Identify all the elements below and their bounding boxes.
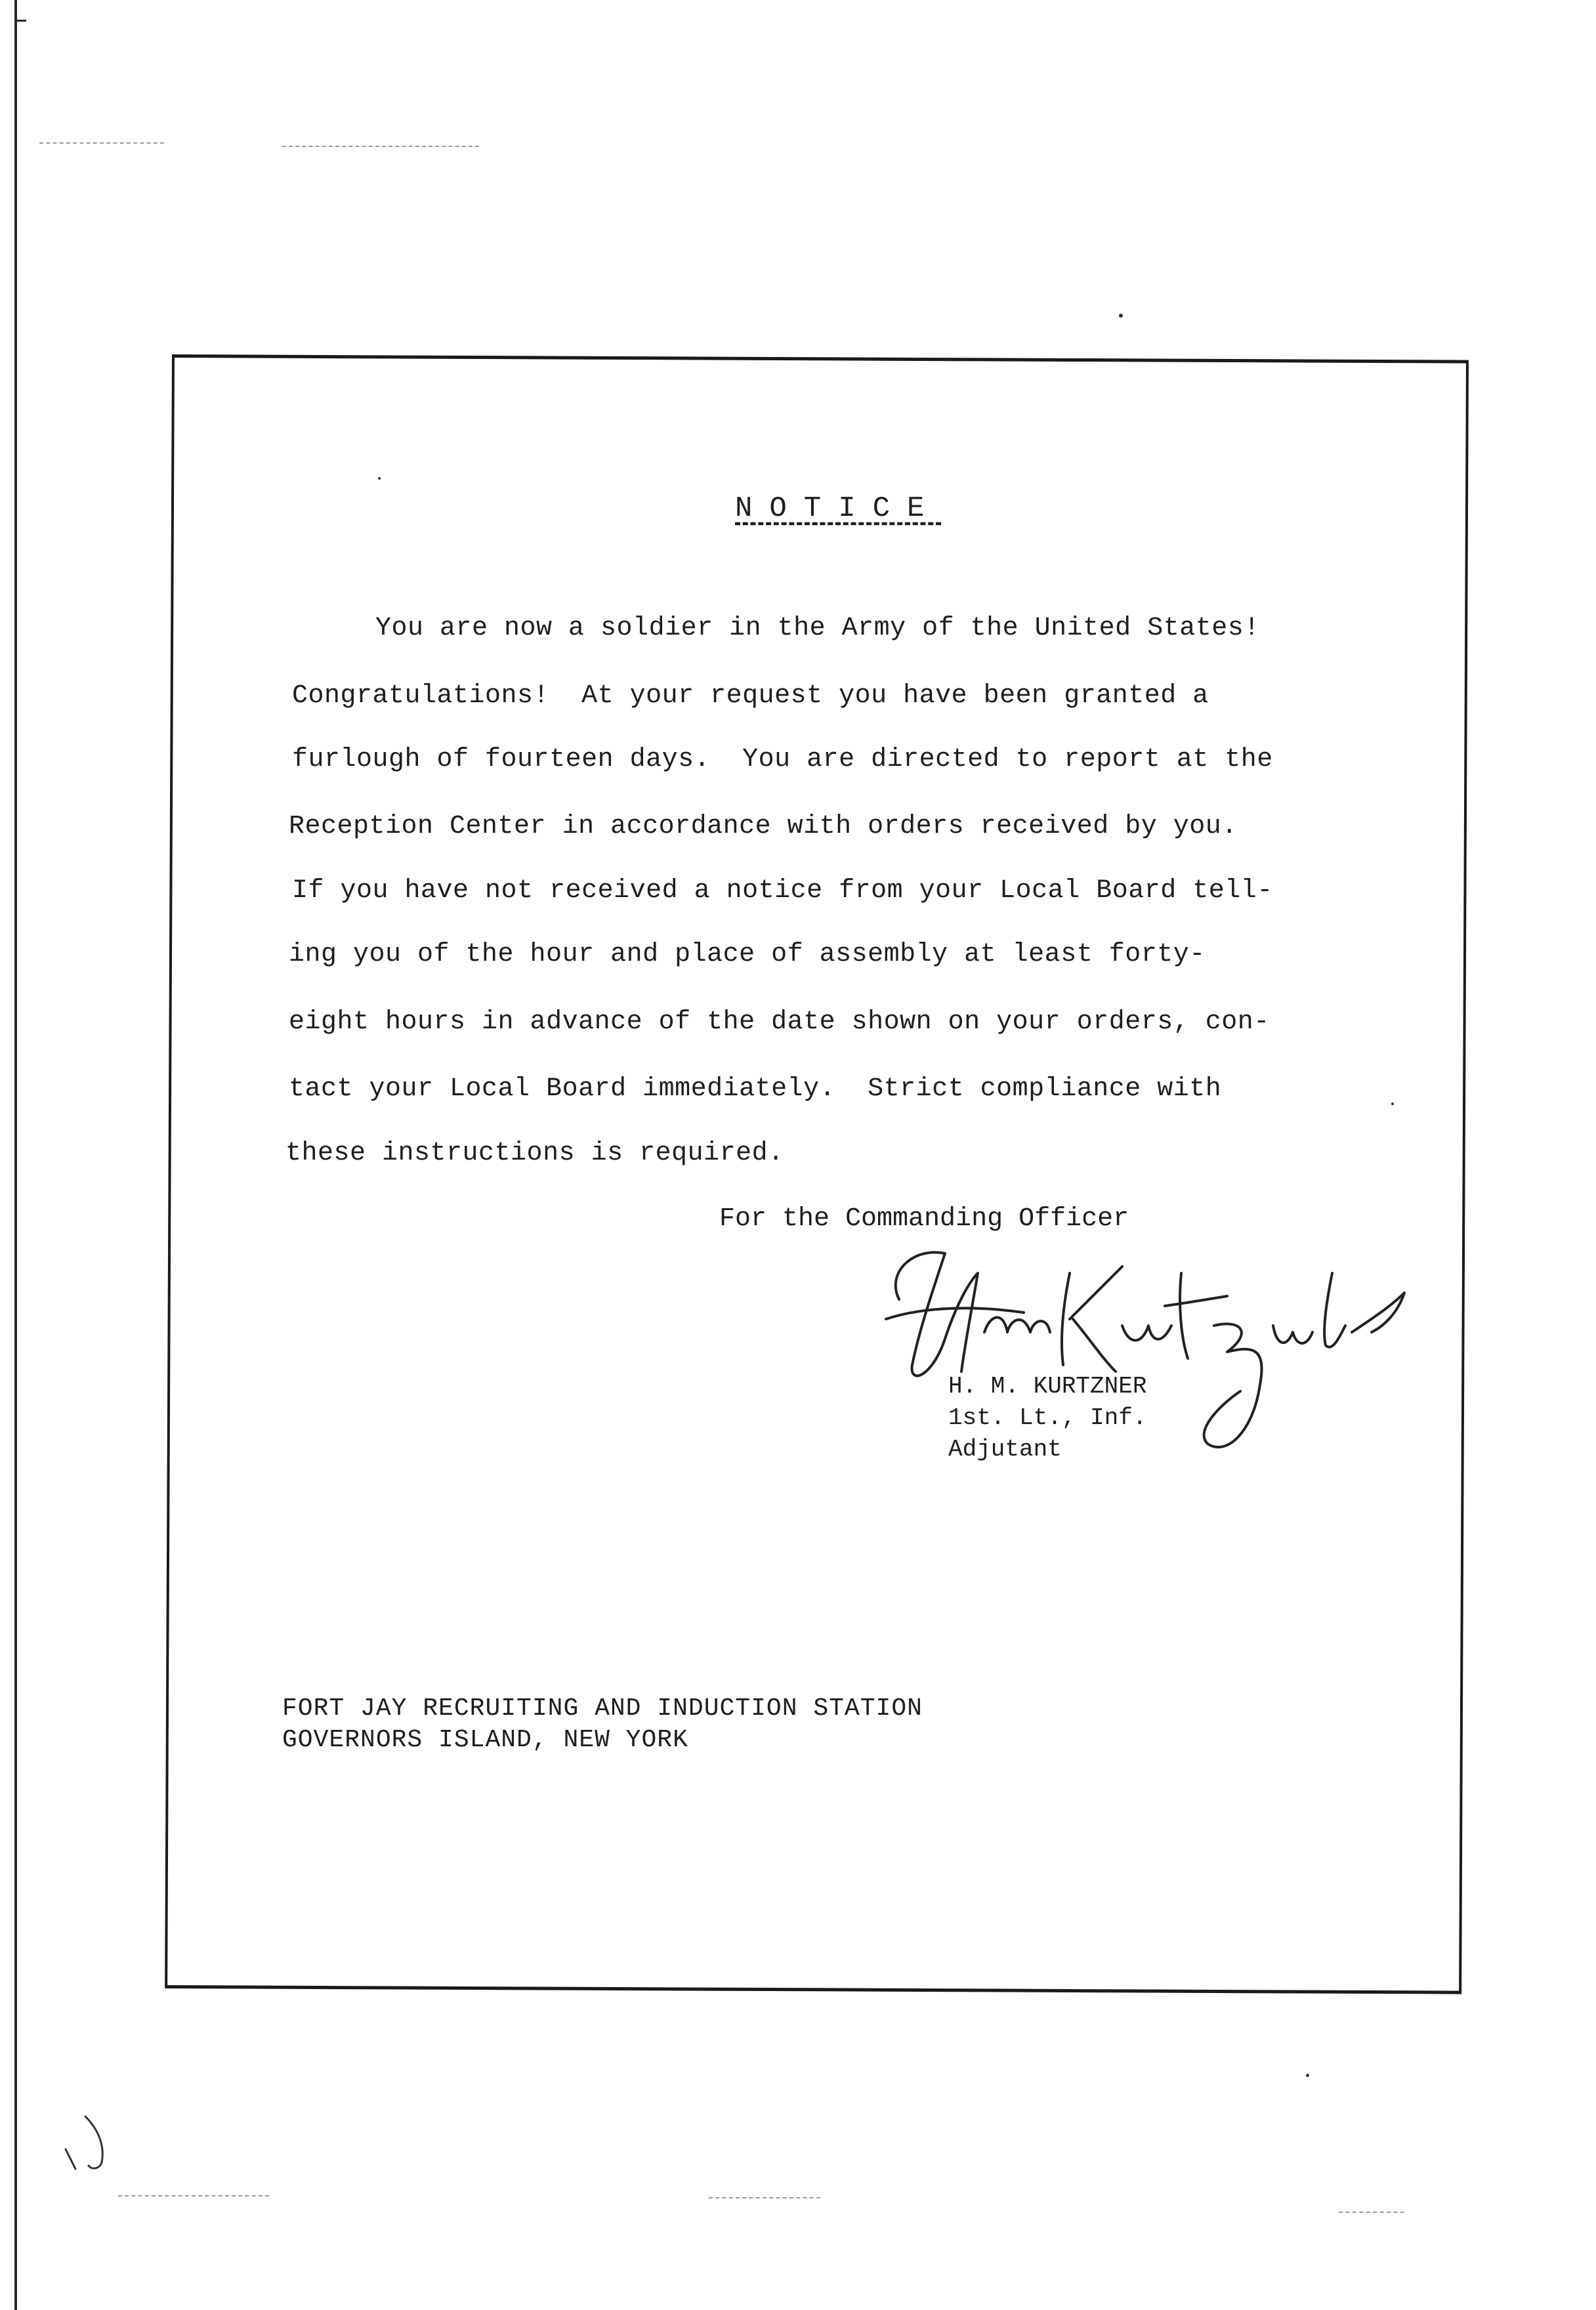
signatory-name: H. M. KURTZNER xyxy=(948,1373,1147,1400)
station-line-1: FORT JAY RECRUITING AND INDUCTION STATION xyxy=(282,1694,923,1723)
body-line: eight hours in advance of the date shown on your orders, con- xyxy=(289,1007,1270,1037)
handwritten-signature xyxy=(873,1234,1437,1470)
scan-speck xyxy=(1306,2074,1309,2077)
body-line: furlough of fourteen days. You are directed to report at the xyxy=(292,745,1273,774)
station-line-2: GOVERNORS ISLAND, NEW YORK xyxy=(282,1726,688,1754)
signoff-line: For the Commanding Officer xyxy=(719,1204,1129,1234)
page-left-edge xyxy=(14,0,17,2310)
notice-title: NOTICE xyxy=(735,492,942,525)
scan-artifact-line xyxy=(709,2197,820,2198)
signatory-rank: 1st. Lt., Inf. xyxy=(948,1404,1147,1431)
signatory-title: Adjutant xyxy=(948,1436,1062,1463)
scan-speck xyxy=(1119,314,1123,318)
body-line: You are now a soldier in the Army of the United States! xyxy=(375,614,1260,643)
body-line: these instructions is required. xyxy=(285,1139,784,1168)
scan-artifact-line xyxy=(1339,2212,1404,2213)
scan-artifact-line xyxy=(282,146,479,147)
scan-artifact-line xyxy=(39,142,164,144)
scan-artifact-line xyxy=(118,2195,269,2196)
body-line: tact your Local Board immediately. Strict compliance with xyxy=(289,1074,1222,1104)
body-line: Congratulations! At your request you have been granted a xyxy=(292,681,1209,711)
scan-artifact-mark xyxy=(52,2110,125,2182)
body-line: ing you of the hour and place of assembly at least forty- xyxy=(289,940,1206,969)
body-line: If you have not received a notice from your Local Board tell- xyxy=(292,876,1273,906)
page-edge-tick xyxy=(14,20,26,22)
body-line: Reception Center in accordance with orders received by you. xyxy=(289,812,1238,841)
